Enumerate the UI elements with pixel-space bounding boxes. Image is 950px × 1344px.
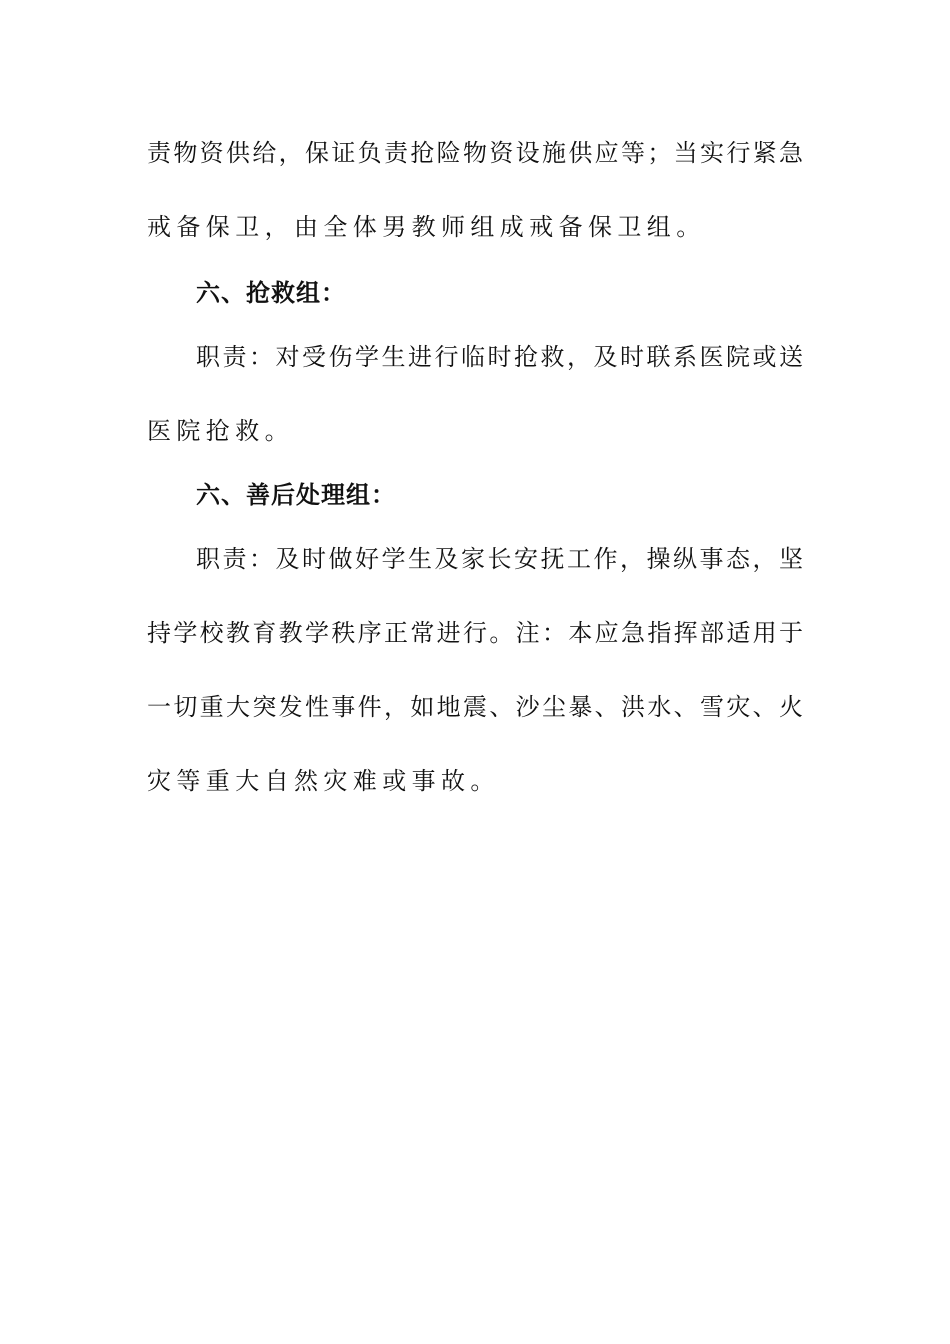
paragraph-rescue-line-2: 医院抢救。 xyxy=(147,417,294,445)
paragraph-aftermath-line-3: 一切重大突发性事件，如地震、沙尘暴、洪水、雪灾、火 xyxy=(147,693,803,721)
heading-aftermath-group: 六、善后处理组： xyxy=(196,480,396,509)
paragraph-aftermath-line-2: 持学校教育教学秩序正常进行。注：本应急指挥部适用于 xyxy=(147,619,803,647)
paragraph-rescue-line-1: 职责：对受伤学生进行临时抢救，及时联系医院或送 xyxy=(196,343,803,371)
paragraph-supplies-line-1: 责物资供给，保证负责抢险物资设施供应等；当实行紧急 xyxy=(147,139,803,167)
heading-rescue-group: 六、抢救组： xyxy=(196,278,346,307)
paragraph-supplies-line-2: 戒备保卫，由全体男教师组成戒备保卫组。 xyxy=(147,213,706,241)
paragraph-aftermath-line-1: 职责：及时做好学生及家长安抚工作，操纵事态，坚 xyxy=(196,545,803,573)
paragraph-aftermath-line-4: 灾等重大自然灾难或事故。 xyxy=(147,767,500,795)
